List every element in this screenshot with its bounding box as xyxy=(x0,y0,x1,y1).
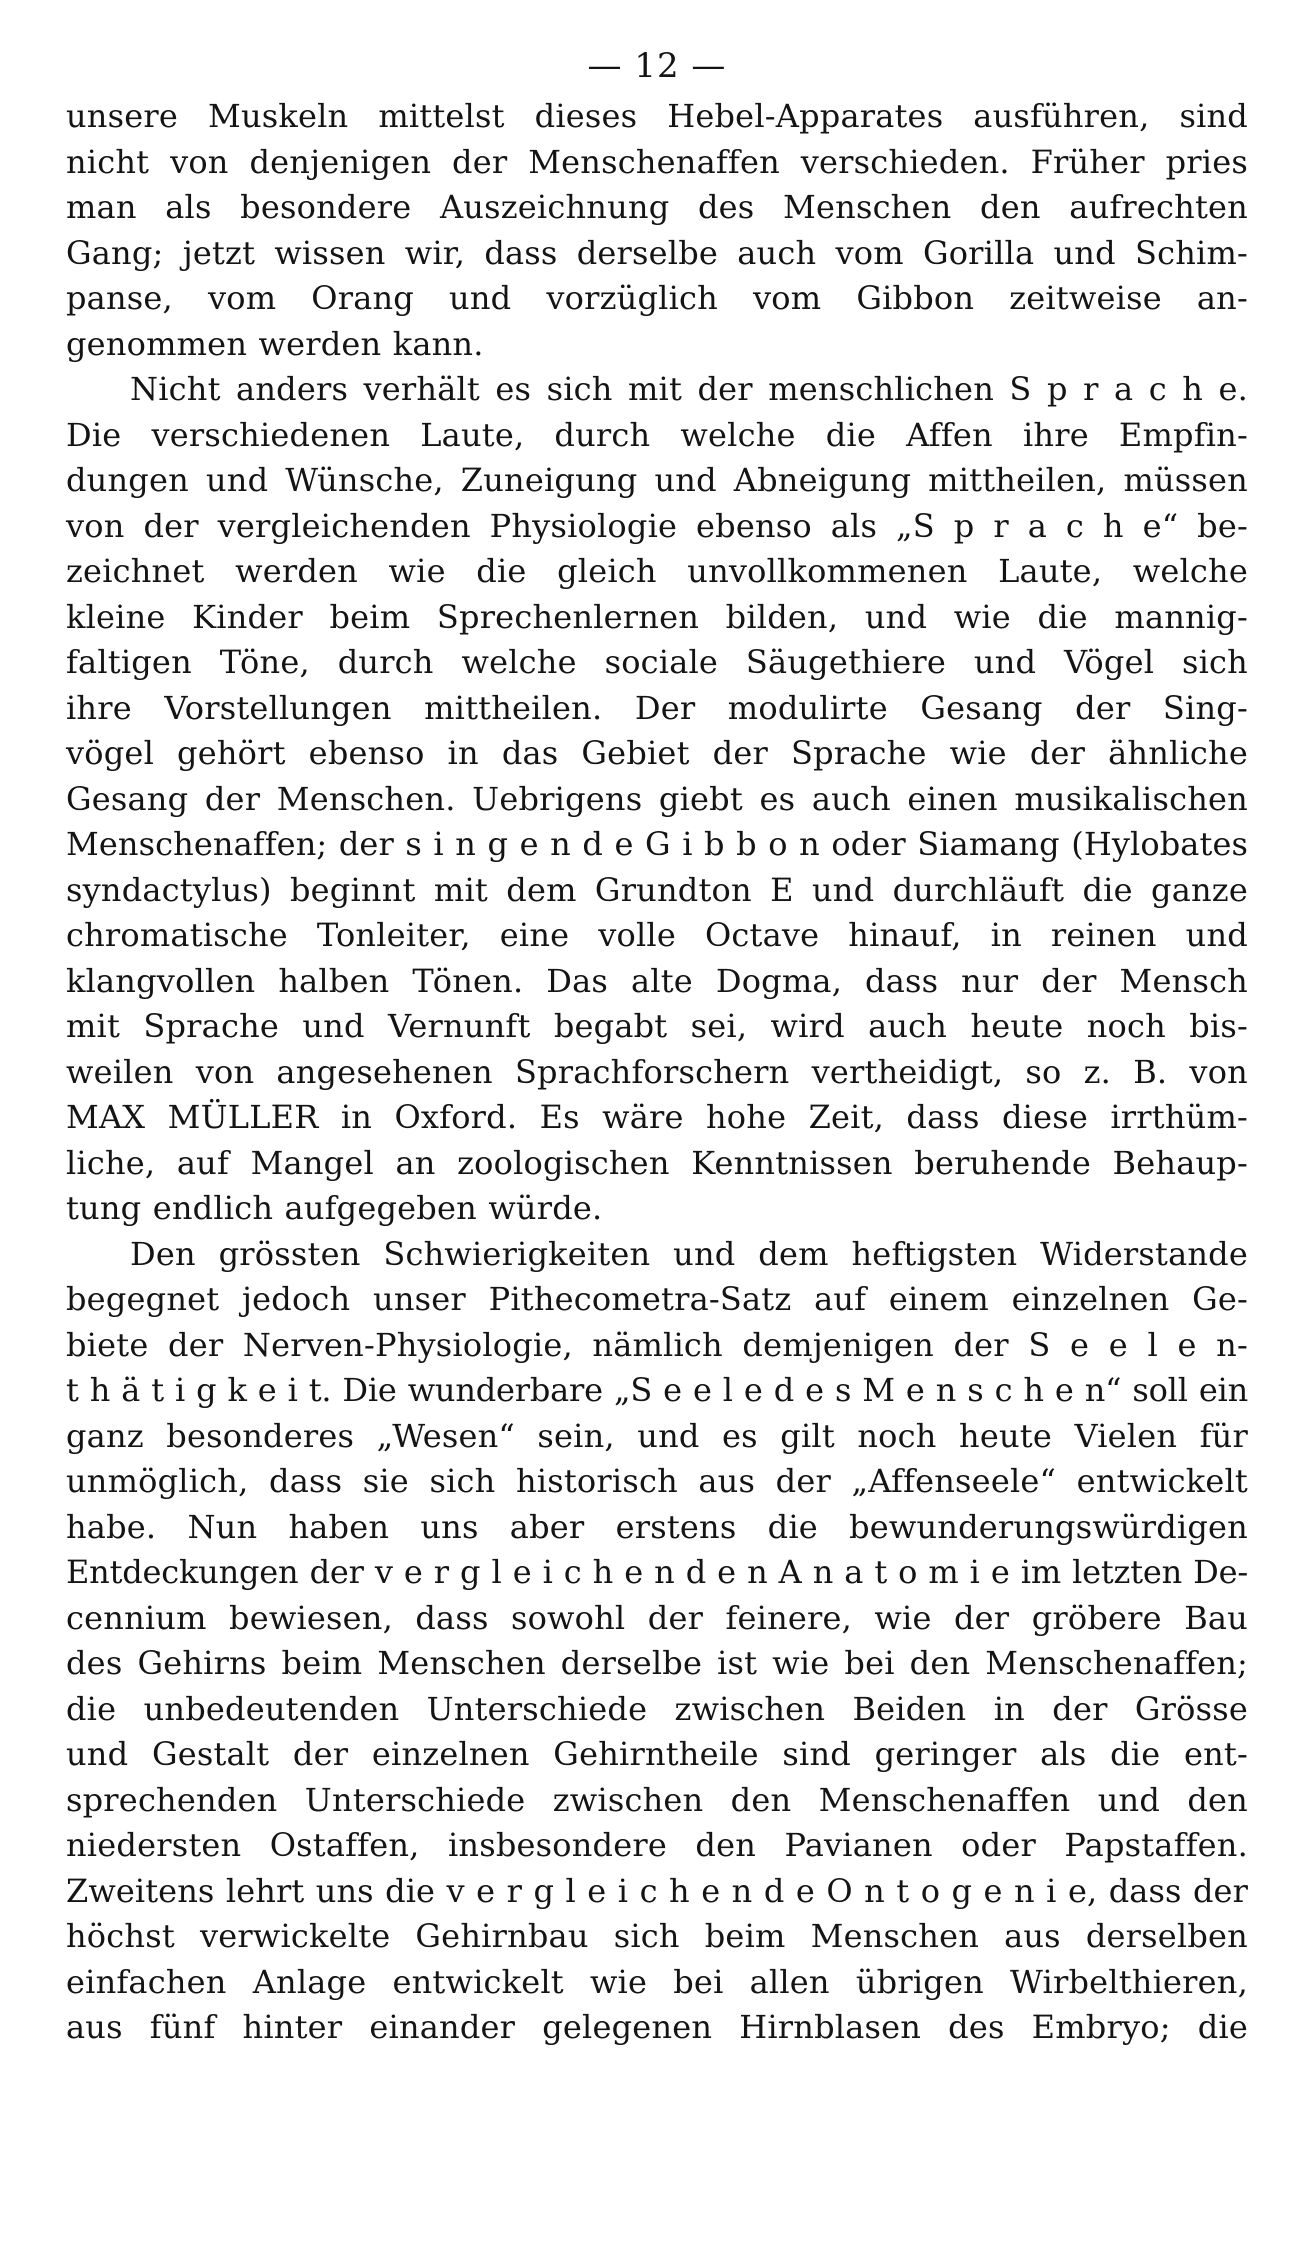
paragraph xyxy=(66,94,1248,367)
document-page xyxy=(66,44,1248,2051)
text-line: zeichnet werden wie die gleich unvollkommenen Laute, welche xyxy=(66,552,1248,590)
text-line: t h ä t i g k e i t. Die wunderbare „S e e l e d e s M e n s c h e n“ soll ein xyxy=(66,1371,1248,1409)
text-line: man als besondere Auszeichnung des Menschen den aufrechten xyxy=(66,188,1248,226)
text-line: cennium bewiesen, dass sowohl der feinere, wie der gröbere Bau xyxy=(66,1598,1248,1637)
text-line: genommen werden kann. xyxy=(66,324,484,363)
text-line: begegnet jedoch unser Pithecometra-Satz auf einem einzelnen Ge- xyxy=(66,1280,1248,1318)
text-line: sprechenden Unterschiede zwischen den Menschenaffen und den xyxy=(66,1780,1248,1819)
text-line: höchst verwickelte Gehirnbau sich beim Menschen aus derselben xyxy=(66,1917,1248,1955)
text-line: ganz besonderes „Wesen“ sein, und es gilt noch heute Vielen für xyxy=(66,1416,1248,1455)
paragraph xyxy=(66,367,1248,1232)
text-line: ihre Vorstellungen mittheilen. Der modulirte Gesang der Sing- xyxy=(66,688,1248,727)
text-line: Gesang der Menschen. Uebrigens giebt es auch einen musikalischen xyxy=(66,779,1248,818)
text-line: Entdeckungen der v e r g l e i c h e n d e n A n a t o m i e im letzten De- xyxy=(66,1553,1248,1591)
text-line: habe. Nun haben uns aber erstens die bewunderungswürdigen xyxy=(66,1507,1248,1546)
text-line: die unbedeutenden Unterschiede zwischen Beiden in der Grösse xyxy=(66,1689,1248,1728)
text-line: biete der Nerven-Physiologie, nämlich demjenigen der S e e l e n- xyxy=(66,1325,1248,1364)
text-line: Die verschiedenen Laute, durch welche die Affen ihre Empfin- xyxy=(66,415,1248,454)
text-line: liche, auf Mangel an zoologischen Kenntnissen beruhende Behaup- xyxy=(66,1143,1248,1182)
text-line: Zweitens lehrt uns die v e r g l e i c h e n d e O n t o g e n i e, dass der xyxy=(66,1871,1248,1910)
text-line: aus fünf hinter einander gelegenen Hirnblasen des Embryo; die xyxy=(66,2008,1248,2046)
text-line: unmöglich, dass sie sich historisch aus der „Affenseele“ entwickelt xyxy=(66,1462,1248,1500)
text-line: des Gehirns beim Menschen derselbe ist wie bei den Menschenaffen; xyxy=(66,1644,1248,1682)
text-line: Menschenaffen; der s i n g e n d e G i b b o n oder Siamang (Hylobates xyxy=(66,825,1248,863)
text-line: niedersten Ostaffen, insbesondere den Pavianen oder Papstaffen. xyxy=(66,1826,1248,1864)
text-line: nicht von denjenigen der Menschenaffen verschieden. Früher pries xyxy=(66,142,1248,181)
text-line: und Gestalt der einzelnen Gehirntheile sind geringer als die ent- xyxy=(66,1735,1248,1773)
page-number: — 12 — xyxy=(587,46,727,86)
text-line: von der vergleichenden Physiologie ebenso als „S p r a c h e“ be- xyxy=(66,506,1248,545)
text-line: einfachen Anlage entwickelt wie bei allen übrigen Wirbelthieren, xyxy=(66,1962,1248,2001)
text-line: mit Sprache und Vernunft begabt sei, wird auch heute noch bis- xyxy=(66,1007,1248,1045)
text-line: dungen und Wünsche, Zuneigung und Abneigung mittheilen, müssen xyxy=(66,461,1248,499)
text-line: Gang; jetzt wissen wir, dass derselbe auch vom Gorilla und Schim- xyxy=(66,233,1248,272)
body-text xyxy=(66,94,1248,2051)
text-line: vögel gehört ebenso in das Gebiet der Sprache wie der ähnliche xyxy=(66,734,1248,772)
paragraph xyxy=(66,1232,1248,2051)
text-line: tung endlich aufgegeben würde. xyxy=(66,1189,603,1227)
text-line: unsere Muskeln mittelst dieses Hebel-Apparates ausführen, sind xyxy=(66,97,1248,135)
text-line: panse, vom Orang und vorzüglich vom Gibbon zeitweise an- xyxy=(66,279,1248,317)
text-line: weilen von angesehenen Sprachforschern vertheidigt, so z. B. von xyxy=(66,1052,1248,1091)
text-line: MAX MÜLLER in Oxford. Es wäre hohe Zeit, dass diese irrthüm- xyxy=(66,1098,1248,1136)
text-line: kleine Kinder beim Sprechenlernen bilden, und wie die mannig- xyxy=(66,597,1248,636)
text-line: klangvollen halben Tönen. Das alte Dogma, dass nur der Mensch xyxy=(66,961,1248,1000)
text-line: faltigen Töne, durch welche sociale Säugethiere und Vögel sich xyxy=(66,643,1248,681)
text-line: Den grössten Schwierigkeiten und dem heftigsten Widerstande xyxy=(130,1234,1248,1273)
text-line: chromatische Tonleiter, eine volle Octave hinauf, in reinen und xyxy=(66,916,1248,954)
text-line: Nicht anders verhält es sich mit der menschlichen S p r a c h e. xyxy=(130,370,1248,408)
text-line: syndactylus) beginnt mit dem Grundton E und durchläuft die ganze xyxy=(66,870,1248,909)
